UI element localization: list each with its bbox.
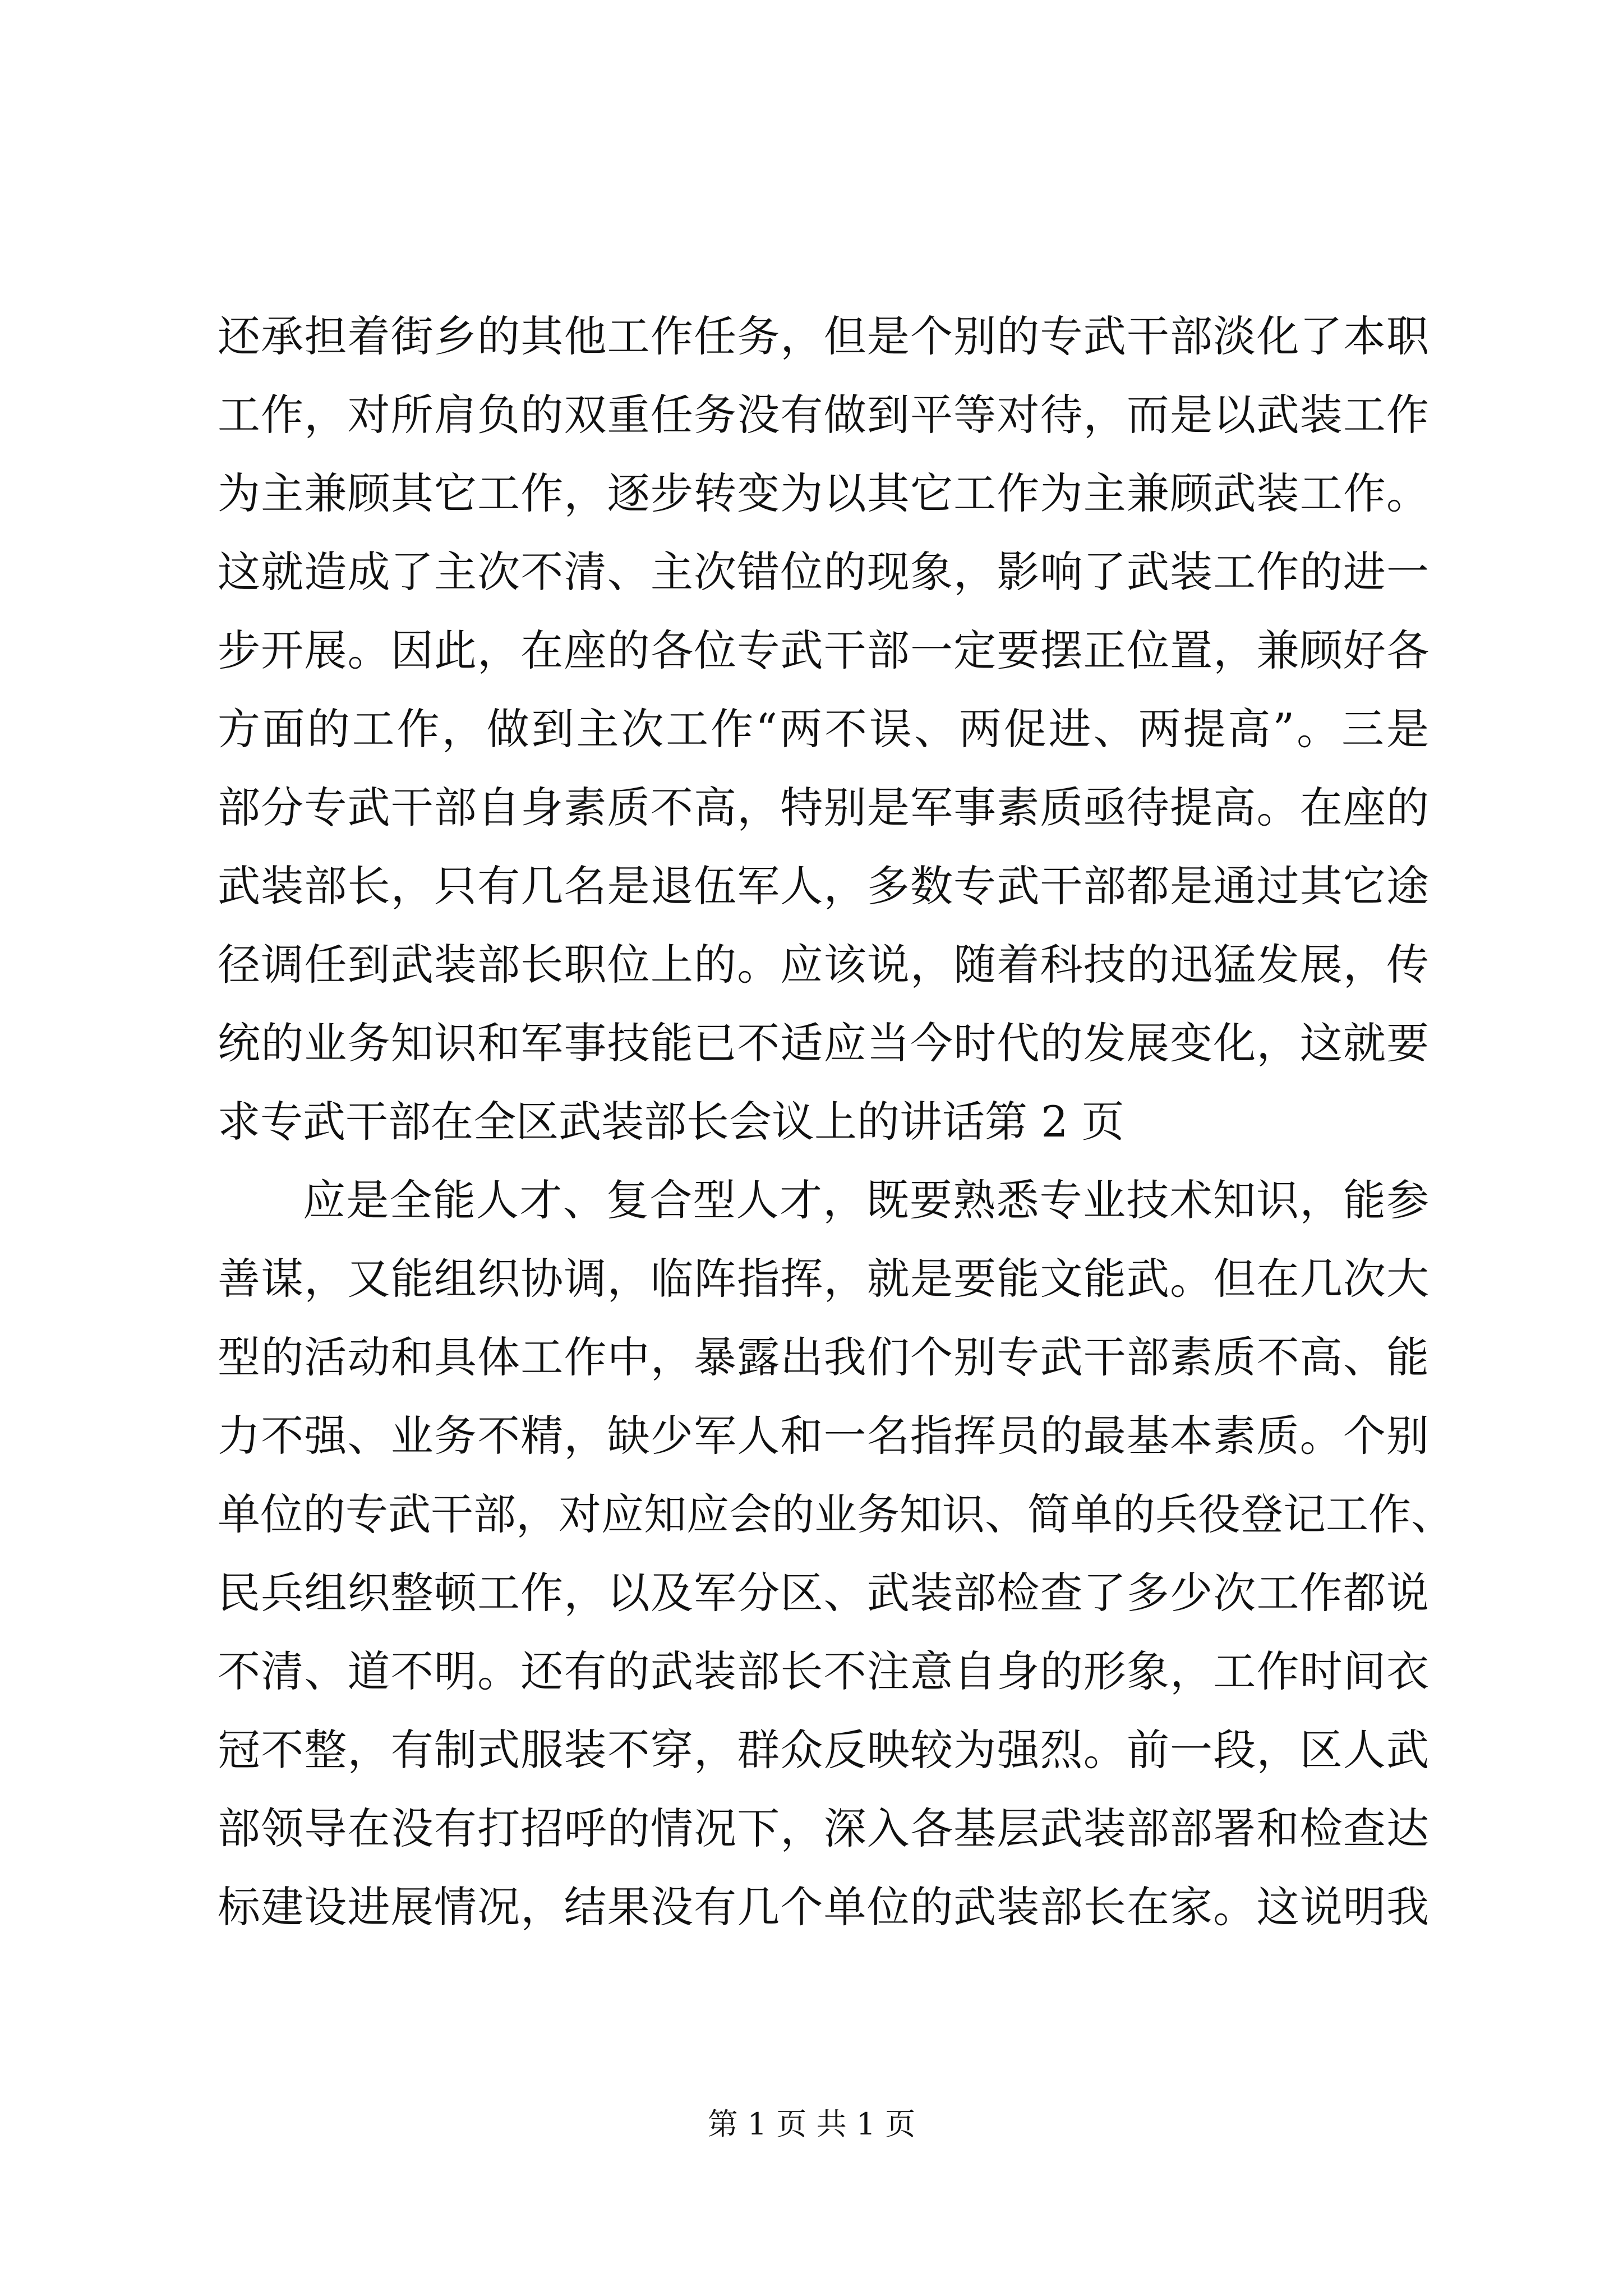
text-line: 步开展。因此，在座的各位专武干部一定要摆正位置，兼顾好各 [218, 625, 1429, 675]
text-line: 方面的工作，做到主次工作“两不误、两促进、两提高”。三是 [218, 704, 1429, 754]
document-body [218, 297, 1454, 1947]
text-line: 为主兼顾其它工作，逐步转变为以其它工作为主兼顾武装工作。 [218, 468, 1429, 518]
text-line: 部分专武干部自身素质不高，特别是军事素质亟待提高。在座的 [218, 783, 1429, 832]
text-line: 民兵组织整顿工作，以及军分区、武装部检查了多少次工作都说 [218, 1568, 1429, 1618]
text-line: 不清、道不明。还有的武装部长不注意自身的形象，工作时间衣 [218, 1646, 1429, 1696]
text-line: 工作，对所肩负的双重任务没有做到平等对待，而是以武装工作 [218, 390, 1429, 440]
text-line: 统的业务知识和军事技能已不适应当今时代的发展变化，这就要 [218, 1018, 1429, 1068]
text-line: 求专武干部在全区武装部长会议上的讲话第 2 页 [218, 1097, 1124, 1147]
text-line: 这就造成了主次不清、主次错位的现象，影响了武装工作的进一 [218, 547, 1429, 597]
text-line: 武装部长，只有几名是退伍军人，多数专武干部都是通过其它途 [218, 861, 1429, 911]
text-line: 善谋，又能组织协调，临阵指挥，就是要能文能武。但在几次大 [218, 1254, 1429, 1304]
text-line: 标建设进展情况，结果没有几个单位的武装部长在家。这说明我 [218, 1882, 1429, 1932]
text-line: 部领导在没有打招呼的情况下，深入各基层武装部部署和检查达 [218, 1803, 1429, 1853]
paragraph-2 [218, 1161, 1454, 1947]
paragraph-1 [218, 297, 1429, 1161]
text-line: 型的活动和具体工作中，暴露出我们个别专武干部素质不高、能 [218, 1332, 1429, 1382]
text-line: 径调任到武装部长职位上的。应该说，随着科技的迅猛发展，传 [218, 940, 1429, 990]
text-line: 单位的专武干部，对应知应会的业务知识、简单的兵役登记工作、 [218, 1489, 1454, 1539]
text-line: 应是全能人才、复合型人才，既要熟悉专业技术知识，能参 [303, 1175, 1429, 1225]
text-line: 还承担着街乡的其他工作任务，但是个别的专武干部淡化了本职 [218, 311, 1429, 361]
page-footer: 第 1 页 共 1 页 [707, 2106, 916, 2142]
text-line: 力不强、业务不精，缺少军人和一名指挥员的最基本素质。个别 [218, 1411, 1429, 1461]
text-line: 冠不整，有制式服装不穿，群众反映较为强烈。前一段，区人武 [218, 1725, 1429, 1775]
